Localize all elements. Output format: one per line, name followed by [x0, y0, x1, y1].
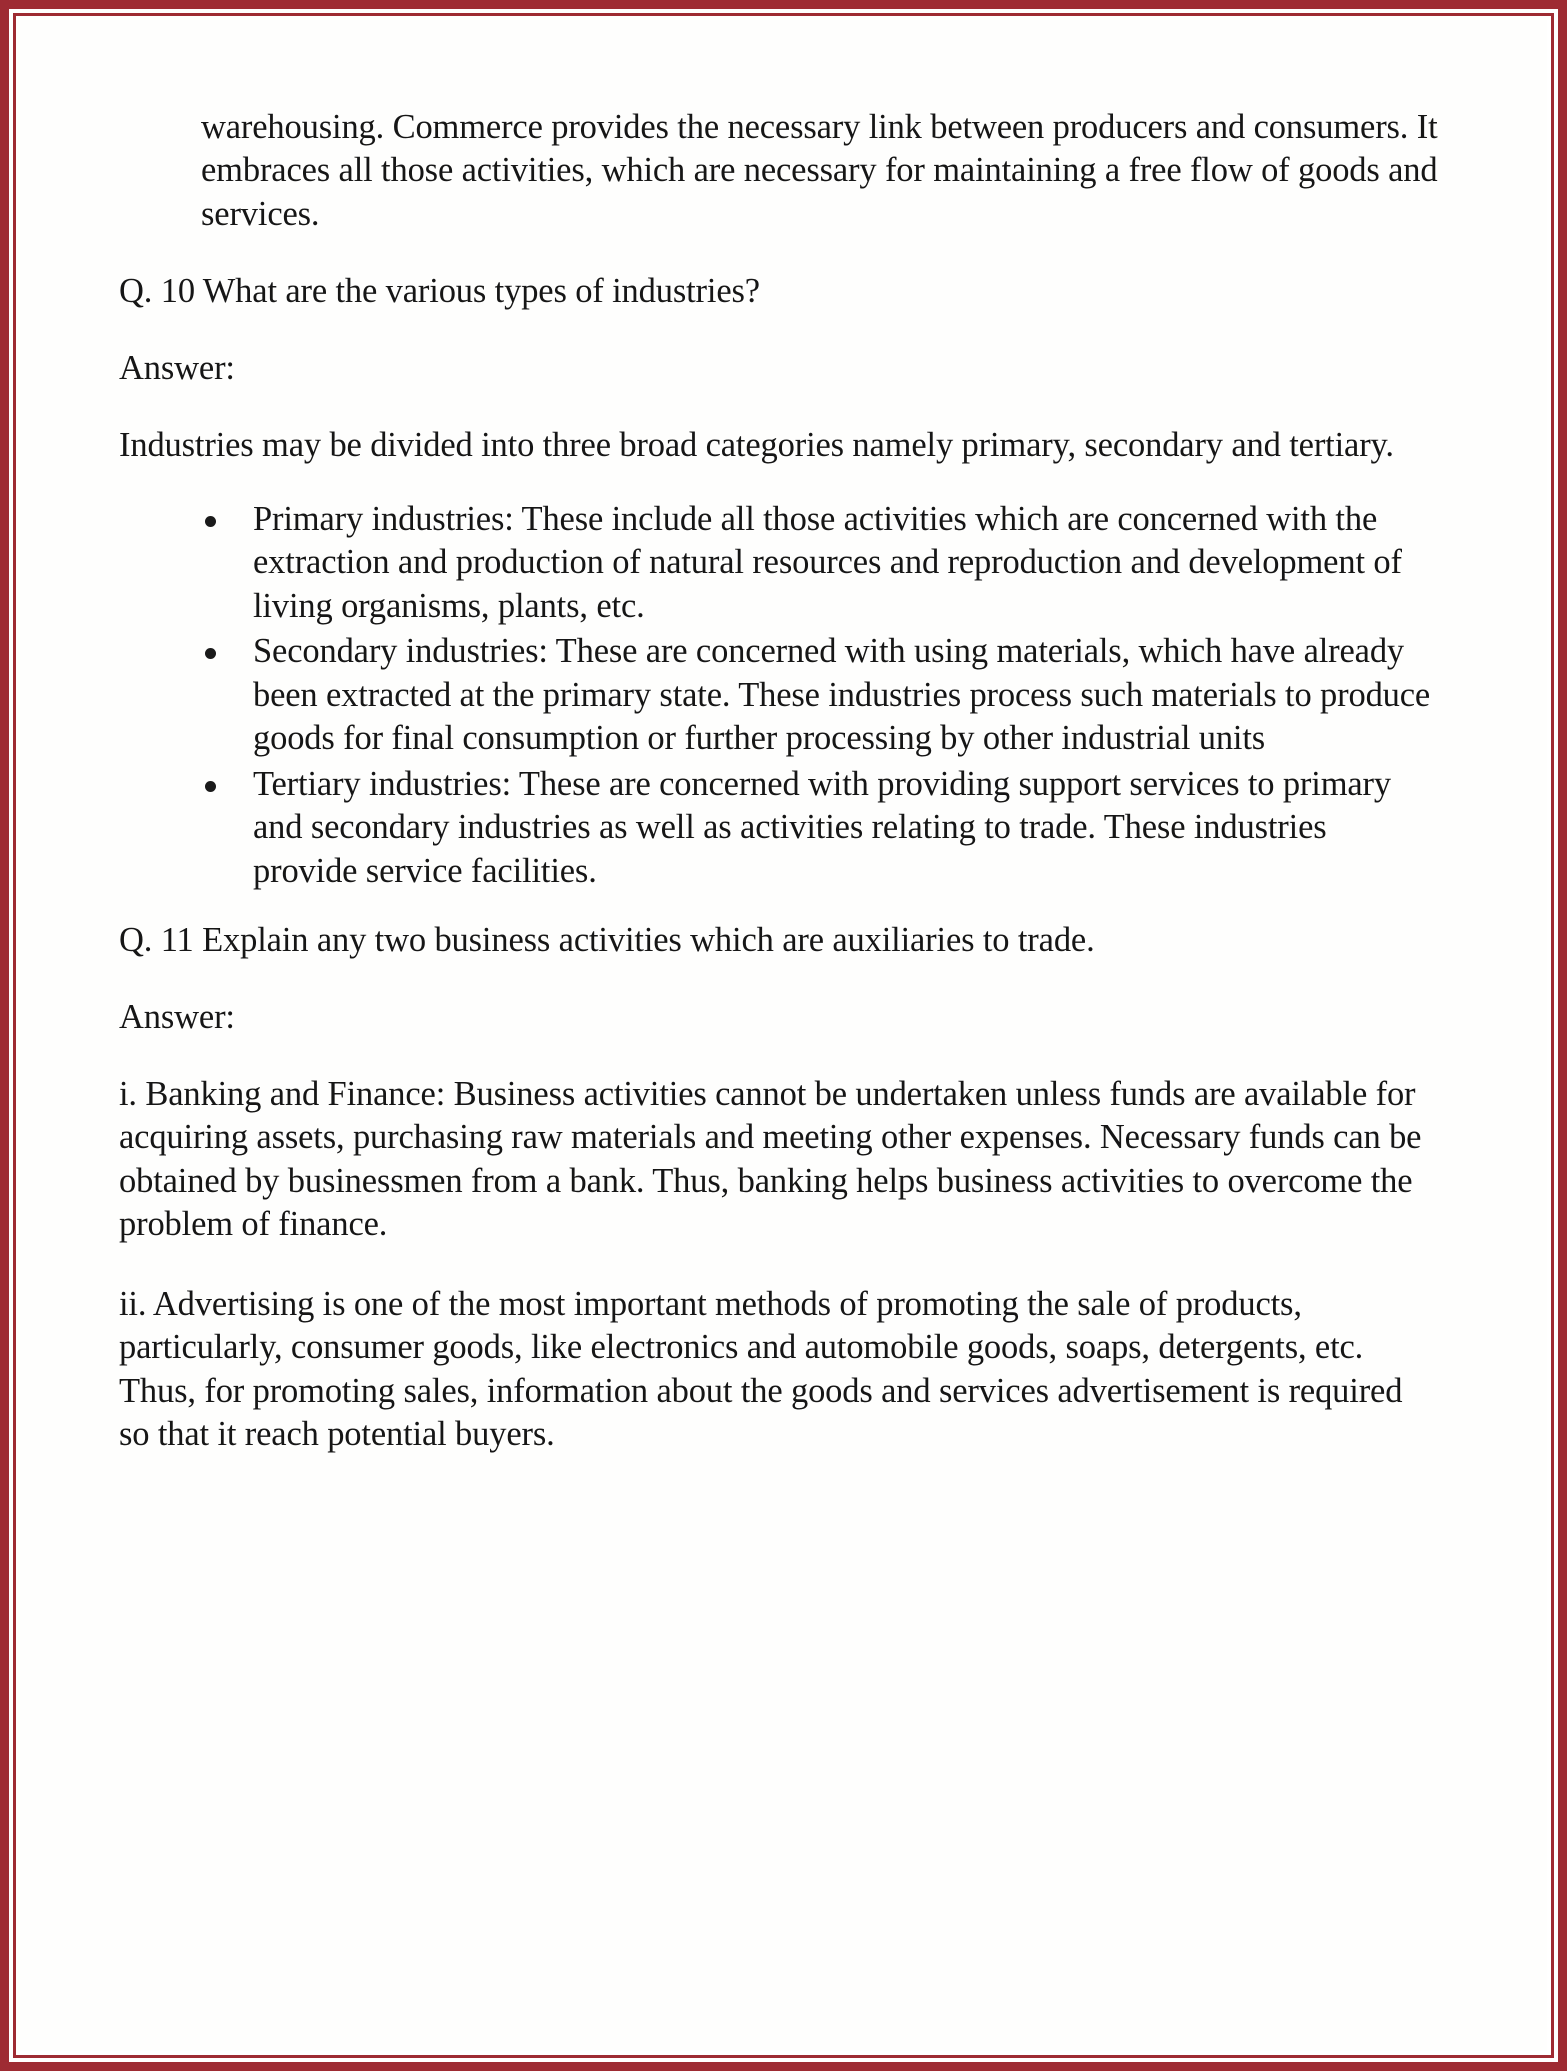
question-10-answer-lead: Industries may be divided into three broad categories namely primary, secondary and tertiary.: [119, 426, 1394, 465]
list-item: [201, 630, 1439, 760]
question-10-heading: Q. 10 What are the various types of industries?: [119, 272, 760, 311]
bullet-icon: [205, 516, 216, 527]
list-item-text: Primary industries: These include all those activities which are concerned with the extraction and production of natural resources and reproduction and development of living organisms, plants, etc.: [253, 499, 1402, 625]
document-page: [20, 20, 1547, 2051]
list-item: [201, 498, 1439, 628]
document-content: [20, 20, 1547, 1457]
question-11-answer-label: Answer:: [119, 997, 235, 1036]
question-11-point-i: i. Banking and Finance: Business activities cannot be undertaken unless funds are available for acquiring assets, purchasing raw materials and meeting other expenses. Necessary funds can be obtained by businessmen from a bank. Thus, banking helps business activities to overcome the problem of finance.: [119, 1074, 1422, 1244]
industry-types-list: [119, 498, 1439, 893]
list-item-text: Tertiary industries: These are concerned with providing support services to primary and secondary industries as well as activities relating to trade. These industries provide service facilities.: [253, 764, 1391, 890]
question-11-point-ii: ii. Advertising is one of the most important methods of promoting the sale of products, particularly, consumer goods, like electronics and automobile goods, soaps, detergents, etc. Thus, for promoting sales, information about the goods and services advertisement is required so that it reach potential buyers.: [119, 1284, 1403, 1454]
bullet-icon: [205, 648, 216, 659]
page-border-gap: [9, 9, 1558, 2062]
list-item-text: Secondary industries: These are concerned with using materials, which have already been extracted at the primary state. These industries process such materials to produce goods for final consumption or further processing by other industrial units: [253, 632, 1431, 758]
question-10-answer-label: Answer:: [119, 348, 235, 387]
question-11-heading: Q. 11 Explain any two business activities which are auxiliaries to trade.: [119, 921, 1095, 960]
page-border-inner: [13, 13, 1554, 2058]
list-item: [201, 763, 1439, 893]
bullet-icon: [205, 781, 216, 792]
continued-paragraph: warehousing. Commerce provides the necessary link between producers and consumers. It embraces all those activities, which are necessary for maintaining a free flow of goods and services.: [201, 108, 1438, 233]
